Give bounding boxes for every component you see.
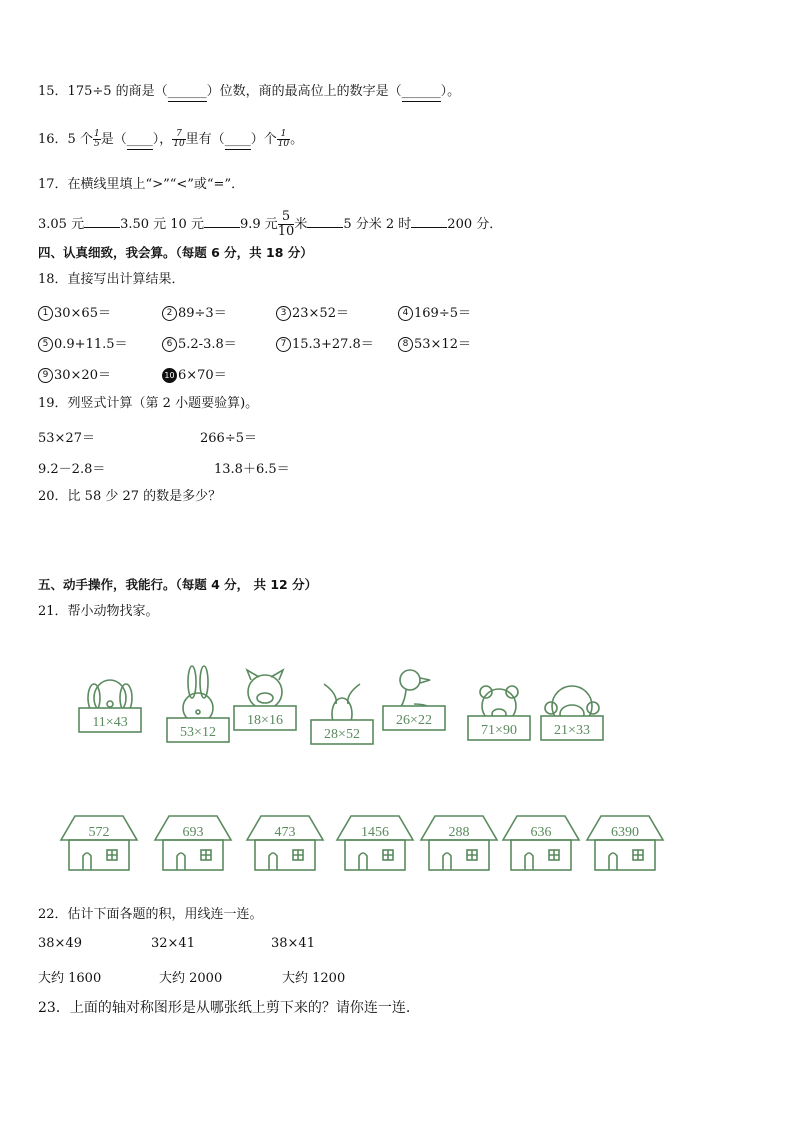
- house-icon: [247, 816, 323, 870]
- rabbit-icon: [167, 666, 229, 742]
- pig-icon: [234, 670, 296, 730]
- calc-item: [162, 333, 237, 352]
- houses-illustration: [55, 806, 675, 878]
- section-4-heading: 四、认真细致，我会算。（每题 6 分，共 18 分）: [38, 245, 313, 260]
- animal-label: 11×43: [92, 715, 128, 730]
- question-17-line: 3.05 元 3.50 元 10 元 9.9 元 $\frac{5}{10}$米 5 分米 2 时 200 分．: [38, 209, 503, 239]
- estimate-item: 大约 1600: [38, 971, 102, 986]
- answer-blank[interactable]: [204, 215, 240, 228]
- calc-item: [38, 364, 111, 383]
- calc-item: 266÷5＝: [200, 431, 257, 446]
- question-21-title: 21．帮小动物找家。: [38, 604, 159, 619]
- circled-number: 5: [38, 337, 53, 352]
- calc-expression: 30×20＝: [54, 368, 111, 383]
- house-icon: [337, 816, 413, 870]
- animal-label: 71×90: [481, 723, 517, 738]
- calc-expression: 0.9+11.5＝: [54, 337, 128, 352]
- bear-icon: [468, 686, 530, 740]
- calc-item: [38, 302, 111, 321]
- house-number: 572: [88, 825, 110, 840]
- animal-label: 28×52: [324, 727, 360, 742]
- house-number: 6390: [611, 825, 639, 840]
- circled-number: 10: [162, 368, 177, 383]
- question-22-title: 22．估计下面各题的积，用线连一连。: [38, 907, 263, 922]
- animal-label: 18×16: [247, 713, 283, 728]
- calc-expression: 30×65＝: [54, 306, 111, 321]
- house-number: 693: [182, 825, 204, 840]
- fraction: $\frac{1}{5}$: [93, 129, 100, 149]
- animal-label: 53×12: [180, 725, 216, 740]
- calc-item: [276, 302, 349, 321]
- calc-item: 53×27＝: [38, 431, 95, 446]
- answer-blank[interactable]: ____: [225, 131, 251, 150]
- goat-icon: [311, 684, 373, 744]
- answer-blank[interactable]: ______: [168, 83, 207, 102]
- calc-expression: 6×70＝: [178, 368, 227, 383]
- house-number: 1456: [361, 825, 389, 840]
- house-icon: [155, 816, 231, 870]
- fraction: $\frac{5}{10}$: [277, 209, 295, 239]
- question-18-title: 18．直接写出计算结果．: [38, 272, 185, 287]
- answer-blank[interactable]: [307, 215, 343, 228]
- calc-expression: 89÷3＝: [178, 306, 227, 321]
- house-number: 288: [448, 825, 470, 840]
- question-23: 23．上面的轴对称图形是从哪张纸上剪下来的？请你连一连.: [38, 1000, 411, 1016]
- calc-item: [162, 302, 227, 321]
- fraction: $\frac{7}{10}$: [173, 129, 185, 149]
- house-icon: [503, 816, 579, 870]
- answer-blank[interactable]: ______: [402, 83, 441, 102]
- calc-expression: 5.2-3.8＝: [178, 337, 237, 352]
- estimate-item: 大约 2000: [159, 971, 223, 986]
- question-19-title: 19．列竖式计算（第 2 小题要验算)。: [38, 396, 259, 411]
- house-number: 473: [274, 825, 296, 840]
- product-item: 38×41: [271, 936, 315, 951]
- animal-label: 26×22: [396, 713, 432, 728]
- fraction: $\frac{1}{10}$: [277, 129, 290, 149]
- answer-blank[interactable]: [84, 215, 120, 228]
- calc-item: [162, 364, 227, 383]
- circled-number: 7: [276, 337, 291, 352]
- estimate-item: 大约 1200: [282, 971, 346, 986]
- calc-item: [398, 302, 471, 321]
- animal-label: 21×33: [554, 723, 590, 738]
- answer-blank[interactable]: ____: [127, 131, 153, 150]
- calc-expression: 169÷5＝: [414, 306, 471, 321]
- circled-number: 4: [398, 306, 413, 321]
- circled-number: 3: [276, 306, 291, 321]
- duck-icon: [383, 670, 445, 730]
- dog-icon: [79, 680, 141, 732]
- calc-item: 13.8＋6.5＝: [214, 462, 290, 477]
- house-icon: [421, 816, 497, 870]
- calc-expression: 15.3+27.8＝: [292, 337, 374, 352]
- product-item: 32×41: [151, 936, 195, 951]
- monkey-icon: [541, 686, 603, 740]
- house-icon: [61, 816, 137, 870]
- question-15: 15．175÷5 的商是（______）位数，商的最高位上的数字是（______）。: [38, 83, 460, 102]
- house-icon: [587, 816, 663, 870]
- question-20: 20．比 58 少 27 的数是多少？: [38, 489, 222, 504]
- section-5-heading: 五、动手操作，我能行。（每题 4 分， 共 12 分）: [38, 577, 318, 592]
- calc-expression: 23×52＝: [292, 306, 349, 321]
- calc-item: [398, 333, 471, 352]
- calc-expression: 53×12＝: [414, 337, 471, 352]
- product-item: 38×49: [38, 936, 82, 951]
- question-16: 16．5 个 $\frac{1}{5}$ 是（____）， $\frac{7}{10}$ 里有（____）个 $\frac{1}{10}$ 。: [38, 129, 304, 149]
- animals-illustration: [60, 640, 680, 750]
- circled-number: 2: [162, 306, 177, 321]
- circled-number: 9: [38, 368, 53, 383]
- circled-number: 1: [38, 306, 53, 321]
- question-17-title: 17．在横线里填上“>”“<”或“=”．: [38, 177, 245, 192]
- calc-item: [38, 333, 128, 352]
- calc-item: [276, 333, 374, 352]
- answer-blank[interactable]: [411, 215, 447, 228]
- circled-number: 8: [398, 337, 413, 352]
- calc-item: 9.2－2.8＝: [38, 462, 106, 477]
- circled-number: 6: [162, 337, 177, 352]
- house-number: 636: [530, 825, 552, 840]
